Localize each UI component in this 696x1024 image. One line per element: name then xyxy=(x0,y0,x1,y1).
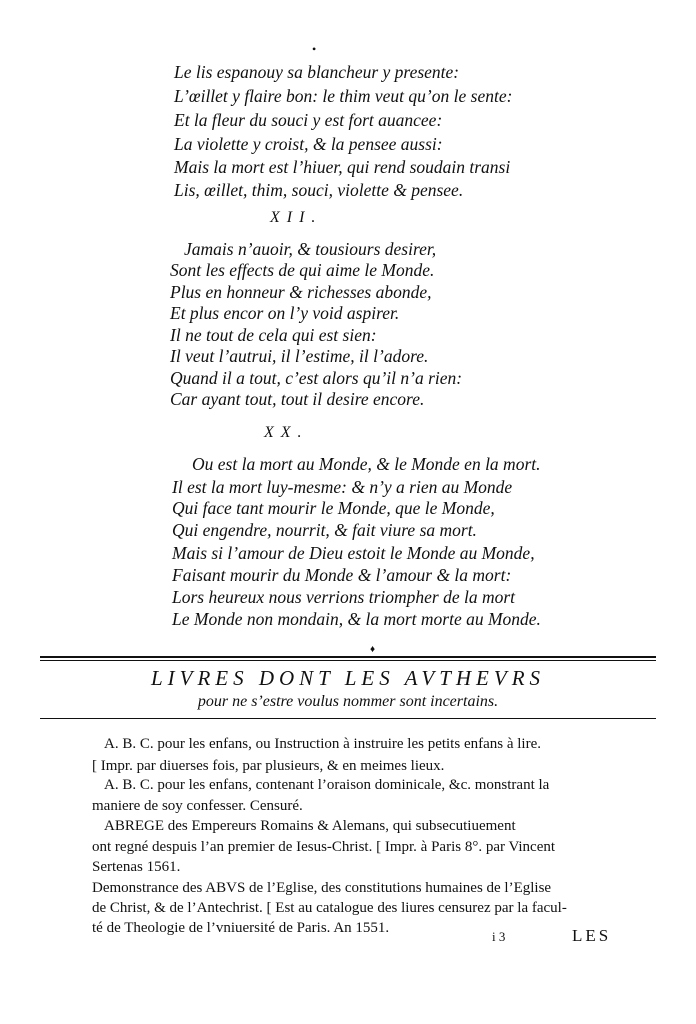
verse-line: Faisant mourir du Monde & l’amour & la mort: xyxy=(172,565,512,585)
verse-line: Mais si l’amour de Dieu estoit le Monde au Monde, xyxy=(172,543,535,563)
verse-line: Il veut l’autrui, il l’estime, il l’adore. xyxy=(170,346,429,366)
signature-mark: i 3 xyxy=(492,929,506,944)
entry-line: ABREGE des Empereurs Romains & Alemans, qui subsecutiuement xyxy=(104,818,516,834)
header-rule-top-thin xyxy=(40,660,656,661)
verse-line: Le lis espanouy sa blancheur y presente: xyxy=(174,62,460,82)
verse-line: Lis, œillet, thim, souci, violette & pensee. xyxy=(174,180,464,200)
entry-line: A. B. C. pour les enfans, contenant l’oraison dominicale, &c. monstrant la xyxy=(104,777,550,793)
verse-line: Qui face tant mourir le Monde, que le Monde, xyxy=(172,498,495,518)
page-mark: • xyxy=(312,42,317,56)
entry-line: [ Impr. par diuerses fois, par plusieurs, & en meimes lieux. xyxy=(92,758,445,774)
verse-line: La violette y croist, & la pensee aussi: xyxy=(174,134,443,154)
verse-line: Car ayant tout, tout il desire encore. xyxy=(170,389,425,409)
section-title: LIVRES DONT LES AVTHEVRS xyxy=(150,666,546,690)
entry-line: maniere de soy confesser. Censuré. xyxy=(92,798,303,814)
verse-line: Ou est la mort au Monde, & le Monde en la mort. xyxy=(192,454,541,474)
verse-line: Il est la mort luy-mesme: & n’y a rien au Monde xyxy=(172,477,513,497)
verse-line: Jamais n’auoir, & tousiours desirer, xyxy=(184,239,437,259)
verse-line: Qui engendre, nourrit, & fait viure sa mort. xyxy=(172,520,477,540)
poem-heading: XII. xyxy=(270,209,323,226)
entry-line: de Christ, & de l’Antechrist. [ Est au catalogue des liures censurez par la facul- xyxy=(92,900,567,916)
verse-line: Plus en honneur & richesses abonde, xyxy=(170,282,432,302)
verse-line: Et plus encor on l’y void aspirer. xyxy=(170,303,400,323)
verse-line: Lors heureux nous verrions triompher de la mort xyxy=(172,587,516,607)
verse-line: Le Monde non mondain, & la mort morte au Monde. xyxy=(172,609,541,629)
verse-line: Il ne tout de cela qui est sien: xyxy=(170,325,377,345)
verse-line: Quand il a tout, c’est alors qu’il n’a rien: xyxy=(170,368,463,388)
catchword: LES xyxy=(572,926,612,945)
verse-line: Et la fleur du souci y est fort auancee: xyxy=(174,110,443,130)
entry-line: té de Theologie de l’vniuersité de Paris. An 1551. xyxy=(92,920,390,936)
entry-line: ont regné despuis l’an premier de Iesus-Christ. [ Impr. à Paris 8°. par Vincent xyxy=(92,839,556,855)
header-rule-top xyxy=(40,656,656,658)
header-rule-bottom xyxy=(40,718,656,719)
poem-heading: XX. xyxy=(264,424,309,441)
ornament-diamond: ♦ xyxy=(370,644,376,655)
entry-line: Sertenas 1561. xyxy=(92,859,181,875)
verse-line: L’œillet y flaire bon: le thim veut qu’on le sente: xyxy=(174,86,513,106)
verse-line: Sont les effects de qui aime le Monde. xyxy=(170,260,435,280)
entry-line: Demonstrance des ABVS de l’Eglise, des constitutions humaines de l’Eglise xyxy=(92,880,552,896)
verse-line: Mais la mort est l’hiuer, qui rend soudain transi xyxy=(174,157,511,177)
entry-line: A. B. C. pour les enfans, ou Instruction à instruire les petits enfans à lire. xyxy=(104,736,541,752)
section-subtitle: pour ne s’estre voulus nommer sont incertains. xyxy=(197,693,499,710)
